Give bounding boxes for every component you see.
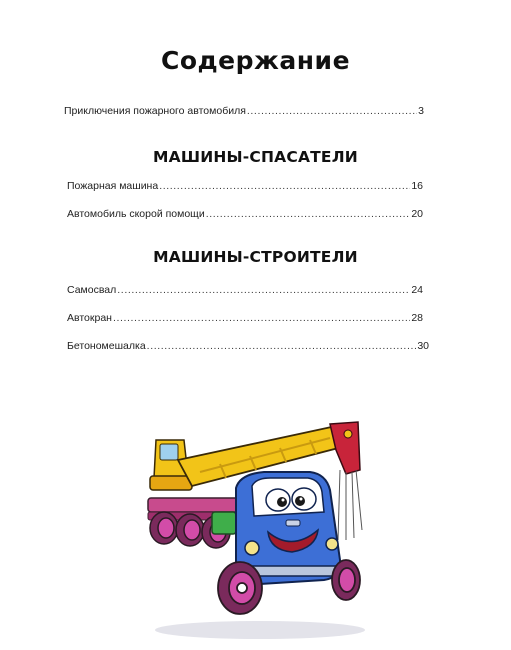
crane-truck-illustration <box>140 420 380 645</box>
toc-entry-label: Пожарная машина <box>67 180 159 192</box>
toc-entry-page: 30 <box>417 340 429 352</box>
toc-entry-concrete-mixer[interactable] <box>67 339 429 353</box>
toc-leader-dots <box>159 179 410 193</box>
toc-entry-page: 28 <box>411 312 423 324</box>
toc-entry-label: Самосвал <box>67 284 117 296</box>
toc-entry-page: 3 <box>418 105 424 117</box>
toc-entry-page: 20 <box>411 208 423 220</box>
toc-entry-fire-truck[interactable] <box>67 179 423 193</box>
page-title: Содержание <box>160 46 351 75</box>
toc-entry-label: Бетономешалка <box>67 340 146 352</box>
toc-leader-dots <box>206 207 411 221</box>
section-heading-builders: МАШИНЫ-СТРОИТЕЛИ <box>153 248 358 266</box>
toc-entry-truck-crane[interactable] <box>67 311 423 325</box>
section-heading-rescue: МАШИНЫ-СПАСАТЕЛИ <box>153 148 358 166</box>
toc-entry-page: 16 <box>411 180 423 192</box>
toc-entry-intro[interactable] <box>64 104 424 118</box>
toc-entry-label: Приключения пожарного автомобиля <box>64 105 246 117</box>
toc-leader-dots <box>147 339 417 353</box>
toc-entry-dump-truck[interactable] <box>67 283 423 297</box>
toc-entry-label: Автокран <box>67 312 112 324</box>
toc-leader-dots <box>113 311 410 325</box>
toc-entry-ambulance[interactable] <box>67 207 423 221</box>
toc-entry-page: 24 <box>411 284 423 296</box>
toc-entry-label: Автомобиль скорой помощи <box>67 208 205 220</box>
toc-leader-dots <box>117 283 410 297</box>
toc-leader-dots <box>247 104 417 118</box>
